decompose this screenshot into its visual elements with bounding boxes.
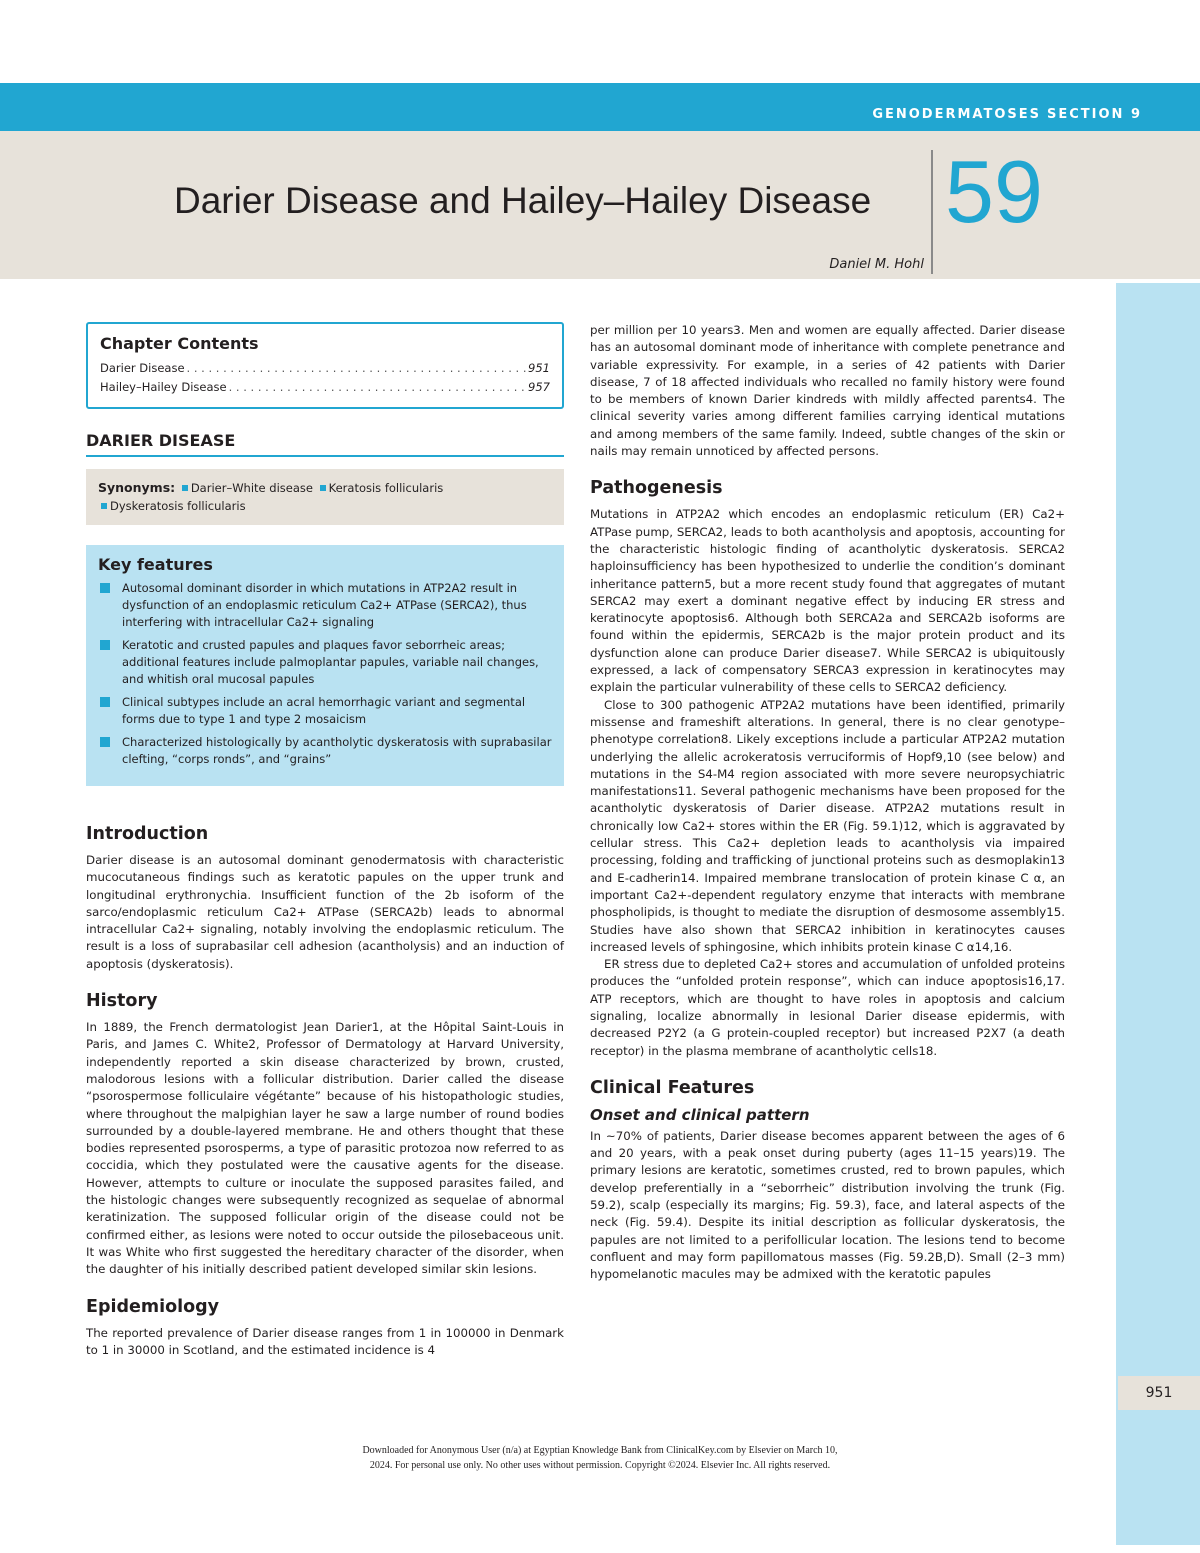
bullet-square-icon	[320, 485, 326, 491]
toc-leader	[185, 361, 529, 375]
epidemiology-text-continued: per million per 10 years3. Men and women are equally affected. Darier disease has an autosomal dominant mode of inheritance with complete penetrance and variable expressivity. For example, in a series of 42 patients with Darier disease, 7 of 18 affected individuals who recalled no family history were found to be members of known Darier kindreds with mildly affected parents4. The clinical severity varies among different families carrying identical mutations and among members of the same family. Indeed, subtle changes of the skin or nails may remain unnoticed by affected persons.	[590, 323, 1065, 459]
section-number: SECTION 9	[1047, 107, 1142, 122]
key-feature-item	[98, 637, 552, 688]
bullet-square-icon	[182, 485, 188, 491]
pathogenesis-heading: Pathogenesis	[590, 478, 723, 499]
toc-label: Darier Disease	[100, 361, 185, 375]
key-feature-text: Keratotic and crusted papules and plaques favor seborrheic areas; additional features include palmoplantar papules, variable nail changes, and whitish oral mucosal papules	[122, 638, 539, 686]
chapter-contents-box	[86, 322, 564, 409]
section-prefix: GENODERMATOSES	[872, 107, 1041, 122]
key-feature-item	[98, 694, 552, 728]
toc-page: 951	[528, 361, 550, 375]
author-name: Daniel M. Hohl	[829, 257, 924, 272]
pathogenesis-paragraph: ER stress due to depleted Ca2+ stores and accumulation of unfolded proteins produces the “unfolded protein response”, which can induce apoptosis16,17. ATP receptors, which are thought to have roles in apoptosis and calcium signaling, localize abnormally in lesional Darier disease epidermis, with decreased P2Y2 (a G protein-coupled receptor) but increased P2X7 (a death receptor) in the plasma membrane of acantholytic cells18.	[590, 957, 1065, 1058]
toc-entry[interactable]	[100, 380, 550, 394]
contents-title: Chapter Contents	[100, 334, 259, 353]
clinical-features-heading: Clinical Features	[590, 1077, 755, 1098]
synonym-item: Darier–White disease	[190, 481, 313, 495]
bullet-square-icon	[100, 737, 110, 747]
introduction-heading: Introduction	[86, 824, 209, 844]
chapter-title: Darier Disease and Hailey–Hailey Disease	[174, 180, 872, 221]
download-footer	[0, 1443, 1200, 1473]
key-feature-text: Clinical subtypes include an acral hemorrhagic variant and segmental forms due to type 1 and type 2 mosaicism	[122, 695, 526, 726]
synonyms-label: Synonyms:	[98, 480, 176, 495]
bullet-square-icon	[100, 583, 110, 593]
key-features-title: Key features	[98, 555, 213, 574]
left-column	[86, 322, 564, 1359]
epidemiology-heading: Epidemiology	[86, 1296, 220, 1317]
bullet-square-icon	[100, 697, 110, 707]
section-label	[872, 107, 1142, 122]
margin-sidebar	[1116, 283, 1200, 1545]
footer-line: Downloaded for Anonymous User (n/a) at Egyptian Knowledge Bank from ClinicalKey.com by Elsevier on March 10,	[362, 1445, 838, 1456]
toc-label: Hailey–Hailey Disease	[100, 380, 227, 394]
page-number: 951	[1118, 1376, 1200, 1410]
key-feature-item	[98, 580, 552, 631]
section-heading-darier: DARIER DISEASE	[86, 431, 564, 457]
pathogenesis-paragraph: Close to 300 pathogenic ATP2A2 mutations have been identified, primarily missense and frameshift alterations. In general, there is no clear genotype–phenotype correlation8. Likely exceptions include a particular ATP2A2 mutation underlying the allelic acrokeratosis verruciformis of Hopf9,10 (see below) and mutations in the S4-M4 region associated with more severe neuropsychiatric manifestations11. Several pathogenic mechanisms have been proposed for the acantholytic dyskeratosis of Darier disease. ATP2A2 mutations result in chronically low Ca2+ stores within the ER (Fig. 59.1)12, which is aggravated by cellular stress. This Ca2+ depletion leads to acantholysis via impaired processing, folding and trafficking of junctional proteins such as desmoplakin13 and E-cadherin14. Impaired membrane translocation of protein kinase C α, an important Ca2+-dependent regulatory enzyme that interacts with membrane phospholipids, is thought to mediate the disruption of desmosome assembly15. Studies have also shown that SERCA2 inhibition in keratinocytes causes increased levels of sphingosine, which inhibits protein kinase C α14,16.	[590, 697, 1065, 954]
clinical-text: In ~70% of patients, Darier disease becomes apparent between the ages of 6 and 20 years, with a peak onset during puberty (ages 11–15 years)19. The primary lesions are keratotic, sometimes crusted, red to brown papules, which develop preferentially in a “seborrheic” distribution involving the trunk (Fig. 59.2), scalp (especially its margins; Fig. 59.3), face, and lateral aspects of the neck (Fig. 59.4). Despite its initial description as follicular dyskeratosis, the papules are not limited to a perifollicular location. The lesions tend to become confluent and may form papillomatous masses (Fig. 59.2B,D). Small (2–3 mm) hypomelanotic macules may be admixed with the keratotic papules	[590, 1128, 1065, 1282]
title-divider	[931, 150, 933, 274]
history-text: In 1889, the French dermatologist Jean Darier1, at the Hôpital Saint-Louis in Paris, and James C. White2, Professor of Dermatology at Harvard University, independently reported a skin disease characterized by brown, crusted, malodorous lesions with a follicular distribution. Darier called the disease “psorospermose folliculaire végétante” because of his histopathologic studies, where throughout the malpighian layer he saw a large number of round bodies surrounded by a double-layered membrane. He and others thought that these bodies represented psorosperms, a type of parasitic protozoa now referred to as coccidia, which they postulated were the causative agents for the disease. However, attempts to culture or inoculate the supposed parasites failed, and the histologic changes were subsequently recognized as sequelae of abnormal keratinization. The supposed follicular origin of the disease could not be confirmed either, as lesions were noted to occur outside the pilosebaceous unit. It was White who first suggested the hereditary character of the disorder, when the daughter of his initially described patient developed similar skin lesions.	[86, 1020, 564, 1277]
key-feature-item	[98, 734, 552, 768]
key-feature-text: Characterized histologically by acantholytic dyskeratosis with suprabasilar clefting, “corps ronds”, and “grains”	[122, 735, 552, 766]
synonym-item: Keratosis follicularis	[328, 481, 444, 495]
chapter-number: 59	[945, 142, 1043, 241]
key-feature-text: Autosomal dominant disorder in which mutations in ATP2A2 result in dysfunction of an endoplasmic reticulum Ca2+ ATPase (SERCA2), thus interfering with intracellular Ca2+ signaling	[122, 581, 527, 629]
footer-line: 2024. For personal use only. No other uses without permission. Copyright ©2024. Elsevier Inc. All rights reserved.	[369, 1460, 831, 1471]
synonyms-box	[86, 469, 564, 525]
right-column	[590, 322, 1065, 1284]
onset-subheading: Onset and clinical pattern	[590, 1105, 810, 1124]
toc-page: 957	[528, 380, 550, 394]
history-heading: History	[86, 991, 158, 1012]
epidemiology-text: The reported prevalence of Darier disease ranges from 1 in 100000 in Denmark to 1 in 30000 in Scotland, and the estimated incidence is 4	[86, 1325, 564, 1357]
key-features-box	[86, 545, 564, 786]
introduction-text: Darier disease is an autosomal dominant genodermatosis with characteristic mucocutaneous findings such as keratotic papules on the upper trunk and longitudinal erythronychia. Insufficient function of the 2b isoform of the sarco/endoplasmic reticulum Ca2+ ATPase (SERCA2b) leads to abnormal intracellular Ca2+ signaling, notably involving the endoplasmic reticulum. The result is a loss of suprabasilar cell adhesion (acantholysis) and an induction of apoptosis (dyskeratosis).	[86, 853, 564, 971]
toc-leader	[227, 380, 528, 394]
pathogenesis-paragraph: Mutations in ATP2A2 which encodes an endoplasmic reticulum (ER) Ca2+ ATPase pump, SERCA2, leads to both acantholysis and apoptosis, accounting for the characteristic histologic finding of acantholytic dyskeratosis. SERCA2 haploinsufficiency has been hypothesized to underlie the condition’s dominant inheritance pattern5, but a more recent study found that aggregates of mutant SERCA2 may exert a dominant negative effect by inducing ER stress and keratinocyte apoptosis6. Although both SERCA2a and SERCA2b isoforms are found within the epidermis, SERCA2b is the major protein product and its dysfunction alone can produce Darier disease7. While SERCA2 is ubiquitously expressed, a lack of compensatory SERCA3 expression in keratinocytes may explain the particular vulnerability of these cells to SERCA2 deficiency.	[590, 507, 1065, 695]
bullet-square-icon	[100, 640, 110, 650]
synonym-item: Dyskeratosis follicularis	[110, 499, 246, 513]
toc-entry[interactable]	[100, 361, 550, 375]
bullet-square-icon	[101, 503, 107, 509]
